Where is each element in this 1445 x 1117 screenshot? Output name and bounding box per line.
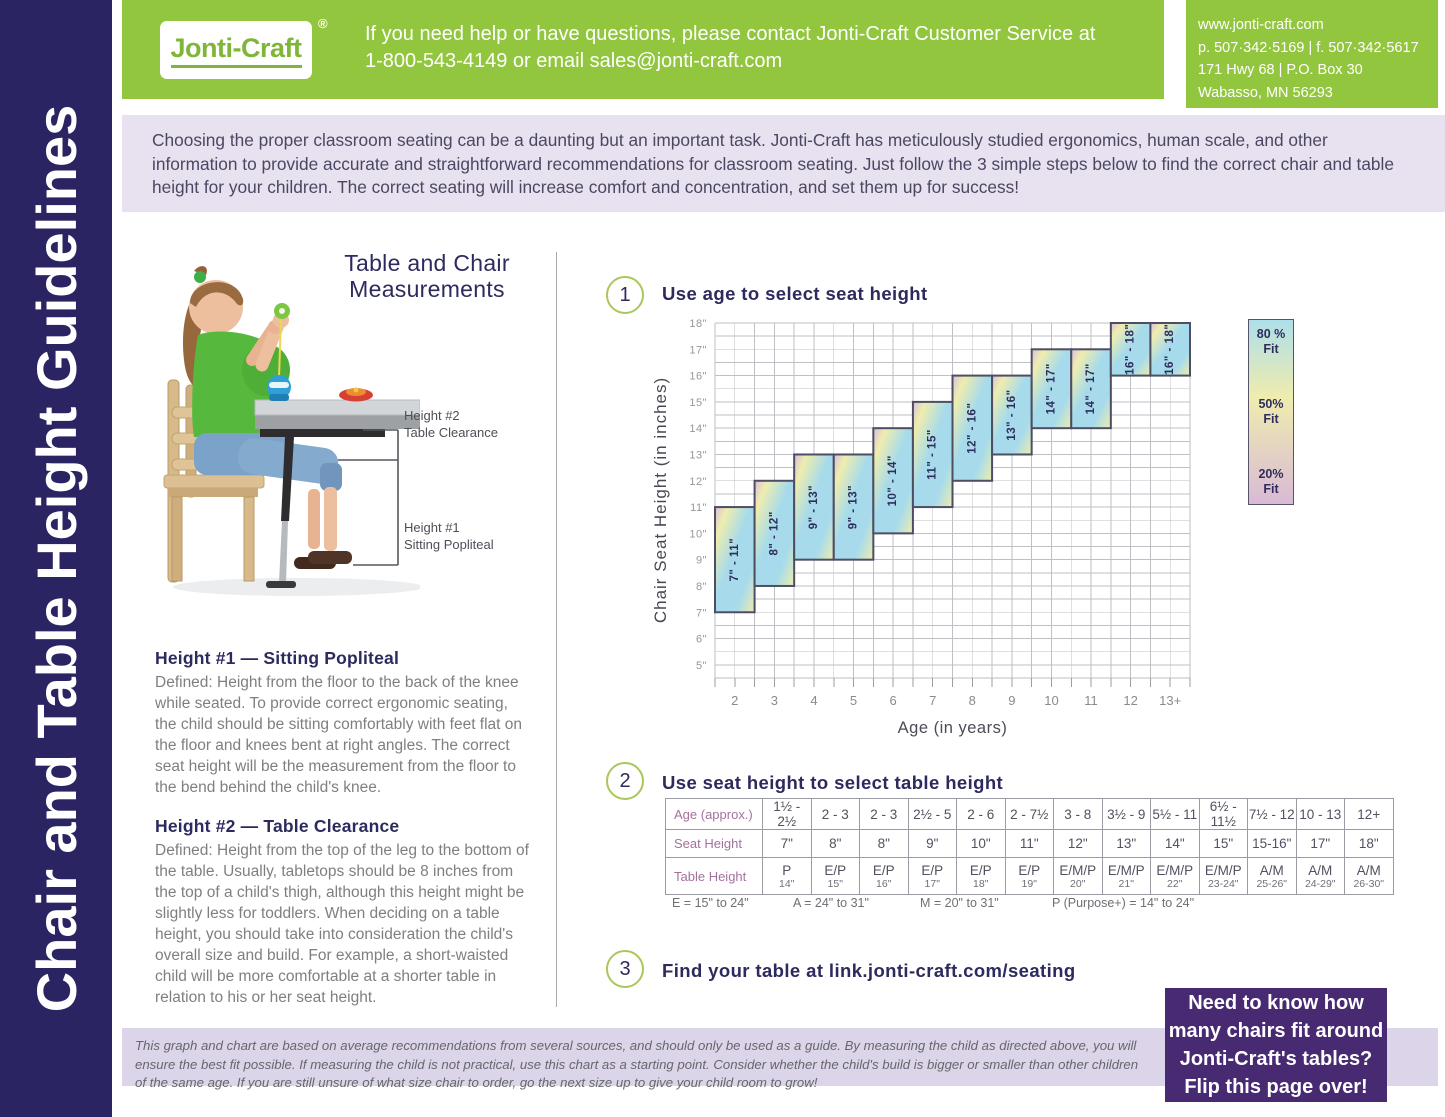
- svg-text:18": 18": [689, 318, 707, 330]
- floor-shadow: [173, 578, 420, 596]
- table-cell: 12": [1054, 830, 1103, 858]
- svg-text:11": 11": [690, 502, 707, 515]
- measurement-bracket-lines: [338, 430, 398, 565]
- table-cell: 3½ - 9: [1102, 799, 1151, 830]
- svg-text:9" - 13": 9" - 13": [847, 484, 860, 530]
- customer-service-text: [365, 21, 1095, 75]
- table-cell: E/P 16": [860, 858, 909, 895]
- svg-text:6: 6: [889, 693, 897, 708]
- svg-text:2: 2: [731, 693, 739, 708]
- address-line-2: Wabasso, MN 56293: [1198, 84, 1333, 101]
- svg-text:9" - 13": 9" - 13": [807, 484, 820, 530]
- table-cell: 17": [1296, 830, 1345, 858]
- table-row: [666, 799, 1394, 830]
- svg-text:12" - 16": 12" - 16": [966, 402, 979, 454]
- help-line-1: If you need help or have questions, please contact Jonti-Craft Customer Service at: [365, 23, 1096, 45]
- flip-box-line2: many chairs fit around: [1168, 1020, 1384, 1042]
- svg-text:8": 8": [695, 580, 707, 593]
- svg-text:12: 12: [1123, 693, 1138, 708]
- legend-entry-50: [1249, 397, 1293, 427]
- table-cell: 2 - 7½: [1005, 799, 1054, 830]
- flip-page-callout: [1165, 988, 1387, 1102]
- svg-text:8: 8: [968, 693, 976, 708]
- seat-height-chart: [650, 306, 1215, 751]
- svg-text:16": 16": [689, 370, 707, 383]
- table-cell: E/M/P 20": [1054, 858, 1103, 895]
- table-cell: 5½ - 11: [1151, 799, 1200, 830]
- table-cell: 12+: [1345, 799, 1394, 830]
- row-header: Age (approx.): [666, 799, 763, 830]
- flip-box-line3: Jonti-Craft's tables?: [1179, 1048, 1373, 1070]
- svg-text:7: 7: [929, 693, 937, 708]
- table-cell: 8": [860, 830, 909, 858]
- svg-text:16" - 18": 16" - 18": [1124, 323, 1137, 375]
- jonti-craft-logo: [160, 21, 312, 79]
- flip-box-line4: Flip this page over!: [1184, 1076, 1368, 1098]
- table-cell: 8": [811, 830, 860, 858]
- table-cell: E/M/P 22": [1151, 858, 1200, 895]
- registered-trademark-icon: ®: [318, 16, 328, 31]
- svg-text:17": 17": [689, 344, 707, 357]
- table-cell: A/M 24-29": [1296, 858, 1345, 895]
- height1-body: Defined: Height from the floor to the back of the knee while seated. To provide correct ergonomic seating, the child should be sitting comfortably with feet flat on the floor and knees bent at right angles. The correct seat height will be the measurement from the floor to the bend behind the child's knee.: [155, 674, 523, 796]
- callout-h1-line2: Sitting Popliteal: [404, 536, 494, 552]
- table-cell: 15": [1199, 830, 1248, 858]
- measurements-title-line2: Measurements: [349, 276, 505, 302]
- disclaimer-text: This graph and chart are based on average recommendations from several sources, and should only be used as a guide. By measuring the child as directed above, you will ensure the best fit possible. If measuring the child is not practical, use this chart as a starting point. Consider whether the child's build is bigger or smaller than other children of the same age. If you are still unsure of what size chair to order, go the next size up to give your child room to grow!: [135, 1038, 1139, 1090]
- callout-h2-line1: Height #2: [404, 408, 460, 423]
- svg-text:13": 13": [689, 449, 707, 462]
- seat-table-height-table: [665, 798, 1394, 895]
- table-cell: 3 - 8: [1054, 799, 1103, 830]
- legend-20-pct: 20%: [1258, 467, 1284, 481]
- svg-text:11: 11: [1084, 693, 1098, 708]
- svg-text:10": 10": [689, 528, 707, 541]
- legend-50-label: Fit: [1263, 412, 1279, 426]
- table-cell: 10": [957, 830, 1006, 858]
- svg-text:16" - 18": 16" - 18": [1164, 323, 1177, 375]
- table-legend-p: P (Purpose+) = 14" to 24": [1052, 896, 1195, 910]
- legend-80-pct: 80 %: [1256, 327, 1286, 341]
- svg-text:7" - 11": 7" - 11": [728, 537, 741, 582]
- table-cell: 10 - 13: [1296, 799, 1345, 830]
- table-cell: E/P 19": [1005, 858, 1054, 895]
- table-cell: E/M/P 23-24": [1199, 858, 1248, 895]
- svg-text:9": 9": [695, 554, 707, 567]
- table-cell: A/M 25-26": [1248, 858, 1297, 895]
- chart-y-axis-title: Chair Seat Height (in inches): [651, 376, 670, 624]
- table-cell: 1½ - 2½: [763, 799, 812, 830]
- chart-x-axis-title: Age (in years): [897, 719, 1008, 737]
- step-2-heading: Use seat height to select table height: [662, 772, 1004, 793]
- child-at-table-photo: [148, 265, 420, 600]
- table-cell: E/P 17": [908, 858, 957, 895]
- address-line-1: 171 Hwy 68 | P.O. Box 30: [1198, 62, 1363, 78]
- svg-text:11" - 15": 11" - 15": [926, 429, 939, 480]
- phone-fax: p. 507·342·5169 | f. 507·342·5617: [1198, 39, 1419, 56]
- table-cell: E/P 15": [811, 858, 860, 895]
- legend-50-pct: 50%: [1258, 397, 1284, 411]
- svg-text:14": 14": [689, 423, 707, 436]
- contact-info: [1186, 0, 1438, 108]
- table-cell: 6½ - 11½: [1199, 799, 1248, 830]
- table-cell: 18": [1345, 830, 1394, 858]
- table-cell: 2 - 3: [811, 799, 860, 830]
- table-row: [666, 830, 1394, 858]
- svg-text:5": 5": [695, 659, 707, 672]
- logo-text: Jonti-Craft: [171, 33, 302, 68]
- flip-box-line1: Need to know how: [1188, 992, 1364, 1014]
- row-header: Table Height: [666, 858, 763, 895]
- height2-heading: Height #2 — Table Clearance: [155, 816, 400, 836]
- table-cell: 7½ - 12: [1248, 799, 1297, 830]
- table-cell: 2½ - 5: [908, 799, 957, 830]
- callout-table-clearance: [404, 408, 498, 441]
- svg-text:14" - 17": 14" - 17": [1045, 363, 1058, 415]
- website-url: www.jonti-craft.com: [1198, 17, 1324, 33]
- svg-text:7": 7": [695, 607, 707, 620]
- measurements-title-line1: Table and Chair: [344, 250, 510, 276]
- step-2-badge: 2: [606, 762, 644, 800]
- legend-80-label: Fit: [1263, 342, 1279, 356]
- svg-text:12": 12": [689, 475, 707, 488]
- svg-text:5: 5: [849, 693, 858, 708]
- header-banner: [122, 0, 1164, 99]
- step-3-badge: 3: [606, 950, 644, 988]
- height2-body: Defined: Height from the top of the leg to the bottom of the table. Usually, tabletops should be 8 inches from the top of a child's thigh, although this height might be slightly less for toddlers. When deciding on a table height, you should take into consideration the child's overall size and build. For example, a short-waisted child will be more comfortable at a shorter table in relation to his or her seat height.: [155, 842, 529, 1006]
- table-legend-a: A = 24" to 31": [793, 896, 869, 910]
- svg-text:9: 9: [1008, 693, 1016, 708]
- chart-x-tick-labels: [731, 693, 1181, 708]
- fit-legend: [1248, 319, 1294, 505]
- svg-text:14" - 17": 14" - 17": [1085, 363, 1098, 415]
- row-header: Seat Height: [666, 830, 763, 858]
- legend-entry-80: [1249, 327, 1293, 357]
- table-cell: 2 - 3: [860, 799, 909, 830]
- chart-y-tick-labels: [689, 318, 707, 672]
- svg-text:10: 10: [1044, 693, 1059, 708]
- svg-text:13+: 13+: [1159, 693, 1182, 708]
- table-cell: 7": [763, 830, 812, 858]
- svg-text:6": 6": [695, 633, 707, 646]
- table-cell: 13": [1102, 830, 1151, 858]
- table-cell: A/M 26-30": [1345, 858, 1394, 895]
- svg-text:13" - 16": 13" - 16": [1005, 389, 1018, 441]
- page-title-vertical: Chair and Table Height Guidelines: [24, 104, 88, 1013]
- help-line-2: 1-800-543-4149 or email sales@jonti-craft.com: [365, 50, 783, 72]
- table-cell: 11": [1005, 830, 1054, 858]
- sidebar: [0, 0, 112, 1117]
- table-cell: 14": [1151, 830, 1200, 858]
- svg-text:8" - 12": 8" - 12": [768, 511, 781, 556]
- table-legend-e: E = 15" to 24": [672, 896, 749, 910]
- table-row: [666, 858, 1394, 895]
- height1-heading: Height #1 — Sitting Popliteal: [155, 648, 400, 668]
- table-cell: E/M/P 21": [1102, 858, 1151, 895]
- svg-text:3: 3: [770, 693, 778, 708]
- callout-h2-line2: Table Clearance: [404, 424, 498, 440]
- step-1-heading: Use age to select seat height: [662, 283, 928, 304]
- legend-entry-20: [1249, 467, 1293, 497]
- svg-text:10" - 14": 10" - 14": [887, 455, 900, 507]
- table-cell: 2 - 6: [957, 799, 1006, 830]
- table-cell: 9": [908, 830, 957, 858]
- table-cell: P 14": [763, 858, 812, 895]
- step-1-badge: 1: [606, 276, 644, 314]
- svg-text:4: 4: [810, 693, 818, 708]
- intro-banner: [122, 115, 1445, 212]
- svg-text:15": 15": [689, 396, 707, 409]
- table-legend-m: M = 20" to 31": [920, 896, 999, 910]
- callout-sitting-popliteal: [404, 520, 494, 553]
- callout-h1-line1: Height #1: [404, 520, 460, 535]
- step-3-heading: Find your table at link.jonti-craft.com/seating: [662, 960, 1076, 981]
- vertical-divider: [556, 252, 557, 1007]
- table-cell: 15-16": [1248, 830, 1297, 858]
- intro-text: Choosing the proper classroom seating can be a daunting but an important task. Jonti-Craft has meticulously studied ergonomics, human scale, and other information to provide accurate and straightforward recommendations for classroom seating. Just follow the 3 simple steps below to find the correct chair and table height for your children. The correct seating will increase comfort and concentration, and set them up for success!: [152, 130, 1394, 197]
- table-cell: E/P 18": [957, 858, 1006, 895]
- legend-20-label: Fit: [1263, 482, 1279, 496]
